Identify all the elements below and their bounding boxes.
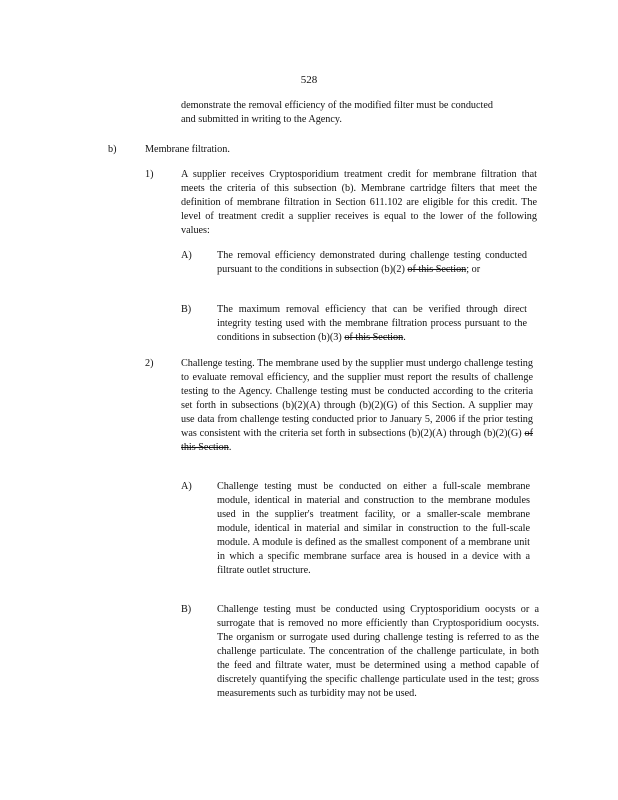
item-1b-text: The maximum removal efficiency that can be verified through direct integrity testing used with the membrane filtration process pursuant to the conditions in subsection (b)(3) [217,304,527,343]
item-1a-struck-text: of this Section [407,264,467,275]
item-1a-paragraph [217,249,527,277]
item-1-label: 1) [145,169,154,180]
item-1a-text: The removal efficiency demonstrated during challenge testing conducted pursuant to the conditions in subsection (b)(2) [217,250,527,275]
item-1b-struck-text: of this Section [344,332,404,343]
item-2b-paragraph: Challenge testing must be conducted using Cryptosporidium oocysts or a surrogate that is removed no more efficiently than Cryptosporidium oocysts. The organism or surrogate used during challenge testing is referred to as the challenge particulate. The concentration of the challenge particulate, in both the feed and filtrate water, must be determined using a method capable of discretely quantifying the specific challenge particulate used in the test; gross measurements such as turbidity may not be used. [217,604,539,699]
item-1b-paragraph [217,303,527,345]
item-1a-tail: ; or [466,264,481,275]
item-2-text: Challenge testing. The membrane used by the supplier must undergo challenge testing to evaluate removal efficiency, and the supplier must report the results of challenge testing to the Agency. Challenge testing must be conducted according to the criteria set forth in subsections (b)(2)(A) through (b)(2)(G) of this Section. A supplier may use data from challenge testing conducted prior to January 5, 2006 if the prior testing was consistent with the criteria set forth in subsections (b)(2)(A) through (b)(2)(G) [181,358,533,439]
continuation-paragraph: demonstrate the removal efficiency of the modified filter must be conducted and submitted in writing to the Agency. [181,100,493,125]
item-2-paragraph [181,357,533,455]
item-1a-label: A) [181,250,192,261]
item-2a-paragraph: Challenge testing must be conducted on either a full-scale membrane module, identical in material and construction to the membrane modules used in the supplier's treatment facility, or a smaller-scale membrane module, identical in material and similar in construction to the full-scale module. A module is defined as the smallest component of a membrane unit in which a specific membrane surface area is housed in a device with a filtrate outlet structure. [217,481,530,576]
item-2-tail: . [228,442,232,453]
page-number: 528 [300,74,318,86]
section-b-heading: Membrane filtration. [145,144,230,155]
section-b-label: b) [108,144,117,155]
item-2a-label: A) [181,481,192,492]
item-1-paragraph: A supplier receives Cryptosporidium treatment credit for membrane filtration that meets the criteria of this subsection (b). Membrane cartridge filters that meet the definition of membrane filtration in Section 611.102 are eligible for this credit. The level of treatment credit a supplier receives is equal to the lower of the following values: [181,169,537,236]
item-2-label: 2) [145,358,154,369]
item-2b-label: B) [181,604,192,615]
item-1b-tail: . [403,332,406,343]
item-2-struck-text: of this Section [181,428,534,453]
item-1b-label: B) [181,304,192,315]
